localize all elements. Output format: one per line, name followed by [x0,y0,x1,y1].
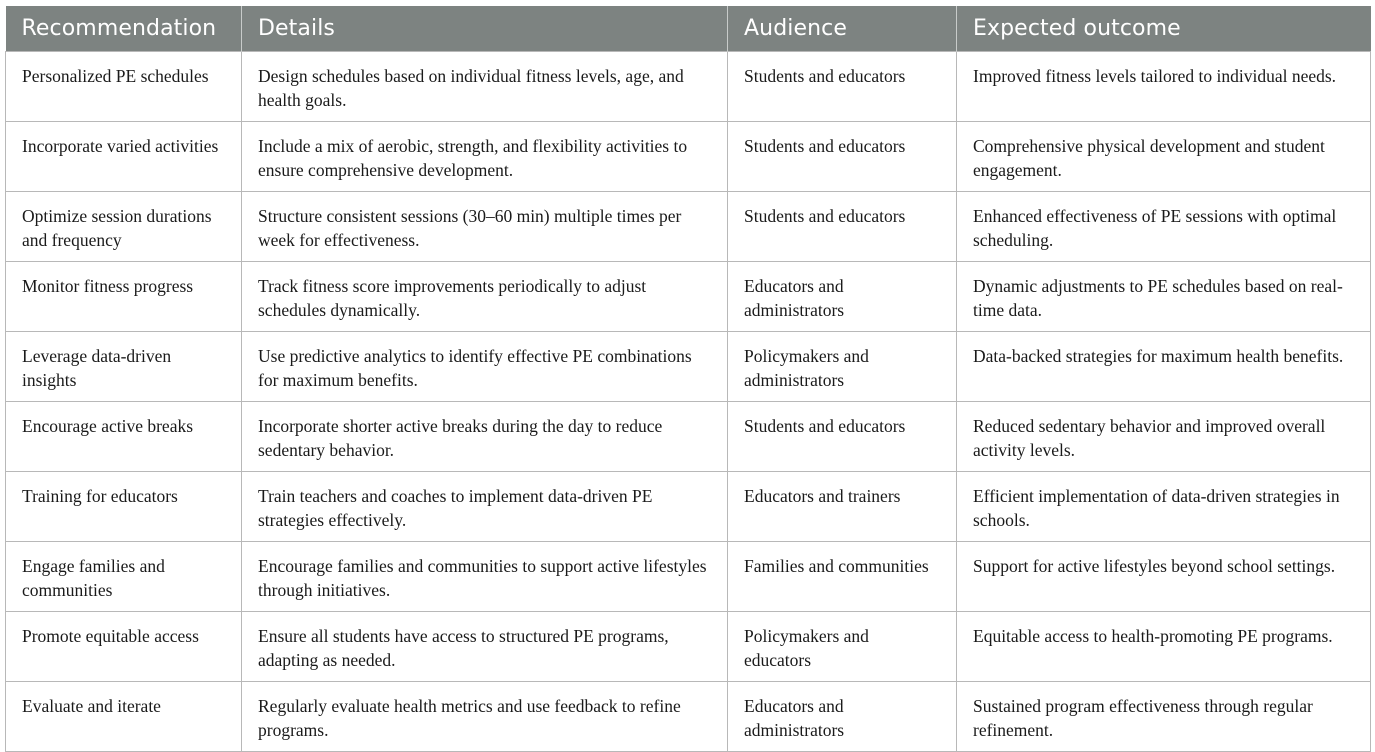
cell-audience: Policymakers and administrators [728,331,957,401]
cell-recommendation: Engage families and communities [6,541,242,611]
table-row [6,681,1371,751]
cell-recommendation: Training for educators [6,471,242,541]
table-row [6,471,1371,541]
cell-details: Include a mix of aerobic, strength, and flexibility activities to ensure comprehensive development. [242,121,728,191]
cell-recommendation: Promote equitable access [6,611,242,681]
header-details: Details [242,6,728,51]
cell-recommendation: Encourage active breaks [6,401,242,471]
cell-audience: Educators and trainers [728,471,957,541]
table-row [6,261,1371,331]
cell-expected-outcome: Enhanced effectiveness of PE sessions with optimal scheduling. [957,191,1371,261]
cell-audience: Students and educators [728,121,957,191]
cell-expected-outcome: Support for active lifestyles beyond school settings. [957,541,1371,611]
cell-details: Use predictive analytics to identify effective PE combinations for maximum benefits. [242,331,728,401]
cell-expected-outcome: Dynamic adjustments to PE schedules based on real-time data. [957,261,1371,331]
cell-expected-outcome: Reduced sedentary behavior and improved overall activity levels. [957,401,1371,471]
table-row [6,541,1371,611]
cell-details: Structure consistent sessions (30–60 min) multiple times per week for effectiveness. [242,191,728,261]
cell-recommendation: Optimize session durations and frequency [6,191,242,261]
cell-expected-outcome: Equitable access to health-promoting PE programs. [957,611,1371,681]
header-recommendation: Recommendation [6,6,242,51]
cell-recommendation: Incorporate varied activities [6,121,242,191]
cell-details: Track fitness score improvements periodically to adjust schedules dynamically. [242,261,728,331]
cell-recommendation: Personalized PE schedules [6,51,242,121]
cell-expected-outcome: Improved fitness levels tailored to individual needs. [957,51,1371,121]
header-expected-outcome: Expected outcome [957,6,1371,51]
table-row [6,121,1371,191]
cell-audience: Students and educators [728,401,957,471]
table-row [6,611,1371,681]
cell-recommendation: Monitor fitness progress [6,261,242,331]
table-header-row [6,6,1371,51]
cell-audience: Families and communities [728,541,957,611]
cell-recommendation: Leverage data-driven insights [6,331,242,401]
cell-audience: Students and educators [728,51,957,121]
cell-audience: Students and educators [728,191,957,261]
table-row [6,331,1371,401]
table-row [6,401,1371,471]
cell-expected-outcome: Sustained program effectiveness through regular refinement. [957,681,1371,751]
recommendations-table [5,6,1371,752]
cell-details: Train teachers and coaches to implement data-driven PE strategies effectively. [242,471,728,541]
cell-recommendation: Evaluate and iterate [6,681,242,751]
header-audience: Audience [728,6,957,51]
table-row [6,51,1371,121]
cell-details: Ensure all students have access to structured PE programs, adapting as needed. [242,611,728,681]
cell-details: Regularly evaluate health metrics and use feedback to refine programs. [242,681,728,751]
cell-details: Incorporate shorter active breaks during the day to reduce sedentary behavior. [242,401,728,471]
cell-expected-outcome: Comprehensive physical development and student engagement. [957,121,1371,191]
cell-expected-outcome: Efficient implementation of data-driven strategies in schools. [957,471,1371,541]
cell-expected-outcome: Data-backed strategies for maximum health benefits. [957,331,1371,401]
table-row [6,191,1371,261]
cell-details: Design schedules based on individual fitness levels, age, and health goals. [242,51,728,121]
cell-audience: Policymakers and educators [728,611,957,681]
cell-details: Encourage families and communities to support active lifestyles through initiatives. [242,541,728,611]
cell-audience: Educators and administrators [728,681,957,751]
cell-audience: Educators and administrators [728,261,957,331]
